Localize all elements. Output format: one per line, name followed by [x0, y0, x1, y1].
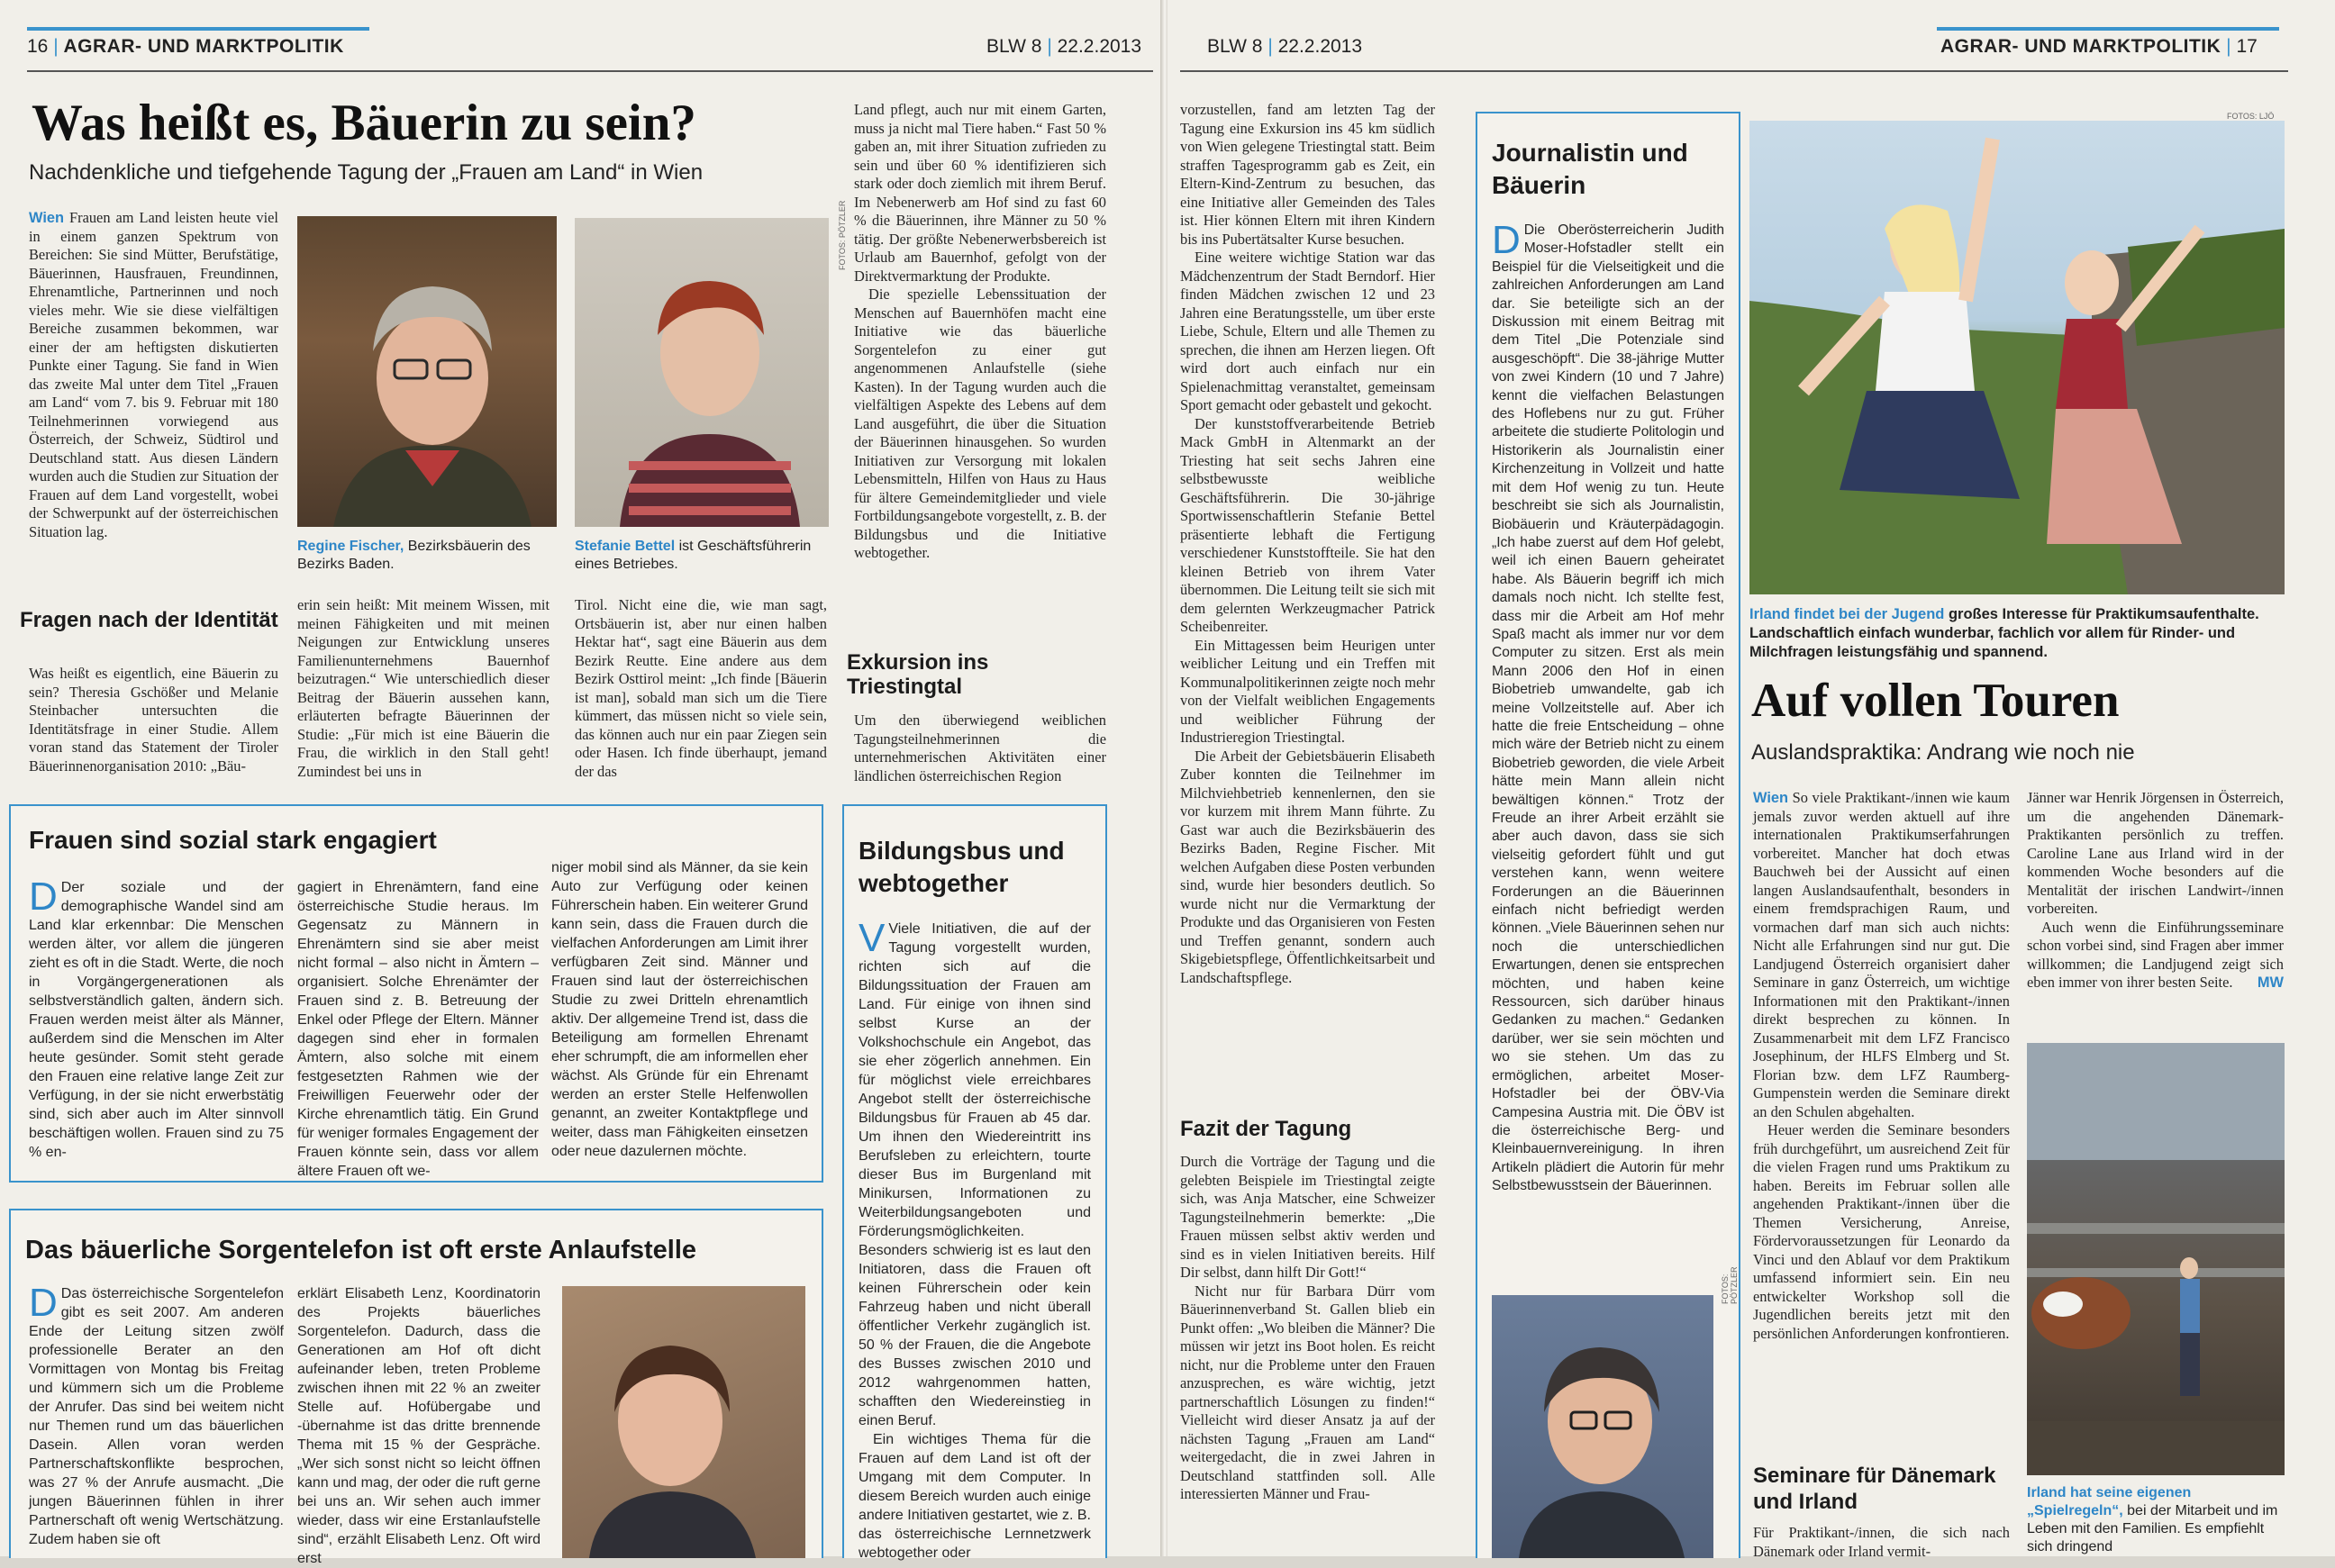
box-column-1 — [29, 875, 284, 1166]
caption-name: Stefanie Bettel — [575, 539, 676, 554]
column-text: Frauen am Land leisten heute viel in einem ganzen Spektrum von Bereichen: Sie sind Mütter, Berufstätige, Bäuerinnen, Hausfrauen, Freundinnen, Ehrenamtliche, Partnerinnen und noch vieles mehr. Wie sie diese vielfältigen Bereiche zusammen bekommen, war einer der am heftigsten diskutierten Punkte einer Tagung. Sie fand in Wien das zweite Mal unter dem Titel „Frauen am Land“ vom 7. bis 9. Februar mit 180 Teilnehmerinnen vorwiegend aus Österreich, der Schweiz, Südtirol und Deutschland statt. Aus diesen Ländern wurden auch die Studien zur Situation der Frauen auf dem Land vorgestellt, wobei der Schwerpunkt auf der österreichischen Situation lag. — [29, 209, 278, 540]
article-column-1 — [29, 209, 278, 598]
article-subtitle-2: Auslandspraktika: Andrang wie noch nie — [1751, 740, 2135, 765]
box-title: Journalistin und Bäuerin — [1492, 139, 1688, 199]
page-number: 16 — [27, 36, 49, 57]
caption-text: großes Interesse für Praktikumsaufenthalte. Landschaftlich einfach wunderbar, fachlich vor allem für Rinder- und Milchfragen leistungsfähig und spannend. — [1749, 606, 2259, 660]
box-text-column — [859, 916, 1091, 1561]
box-text: Das österreichische Sorgentelefon gibt es seit 2007. Am anderen Ende der Leitung sitzen zwölf professionelle Berater an den Vormittagen von Montag bis Freitag und kümmern sich um die Probleme der Anrufer. Das sind bei weitem nicht nur Themen rund um das bäuerlichen Dasein. Allen voran werden Partnerschaftskonflikte besprochen, was 27 % der Anrufe ausmacht. „Die jungen Bäuerinnen fühlen in ihrer Partnerschaft oft wenig Wertschätzung. Zudem haben sie oft — [29, 1286, 284, 1547]
box-text: Die Oberösterreicherin Judith Moser-Hofstadler stellt ein Beispiel für die Vielseitigkeit und die zahlreichen Anforderungen am Land dar. Sie beteiligte sich an der Diskussion mit einem Beitrag mit dem Titel „Die Potenziale sind ausgeschöpft“. Die 38-jährige Mutter von zwei Kindern (10 und 7 Jahre) kennt die vielfachen Belastungen des Hoflebens nur zu gut. Früher arbeitete die studierte Politologin und Historikerin als Journalistin einer Kirchenzeitung in Vollzeit und hatte mit dem Hof wenig zu tun. Heute beschreibt sie sich als Journalistin, Biobäuerin und Kräuterpädagogin. „Ich habe zuerst auf dem Hof gelebt, weil ich einen Bauern geheiratet habe. Als Bäuerin begriff ich mich damals noch nicht. Ich stellte fest, dass mir die Arbeit am Hof mehr Spaß macht als immer nur vor dem Computer zu sitzen. Erst als mein Mann 2006 den Hof in einen Biobetrieb umwandelte, gab ich meine Vollzeitstelle auf. Aber ich hatte die freie Entscheidung – ohne mich wäre der Betrieb nicht zu einem Biobetrieb geworden, die viele Arbeit hätte mein Mann allein nicht bewältigen können.“ Trotz der Freude an ihrer Arbeit erzählt sie aber auch davon, dass sie sich vielseitig gefordert fühlt und gut verstehen kann, wenn weitere Forderungen an die Bäuerinnen einfach nicht befriedigt werden können. „Viele Bäuerinnen sehen nur noch die unterschiedlichen Erwartungen, denen sie entsprechen möchten, und haben keine Ressourcen, sich darüber hinaus Gedanken zu machen.“ Gedanken darüber, wer sie sein möchten und wo sie stehen. Um das zu ermöglichen, arbeitet Moser-Hofstadler bei der ÖBV-Via Campesina Austria mit. Die ÖBV ist die österreichische Berg- und Kleinbauernvereinigung. In ihren Artikeln plädiert die Autorin für mehr Selbstbewusstsein der Bäuerinnen. — [1492, 222, 1724, 1194]
drop-cap: D — [29, 875, 58, 919]
dateline: Wien — [1753, 790, 1789, 806]
photo-caption-2 — [575, 538, 827, 574]
page-number: 17 — [2236, 36, 2258, 57]
column-text: Jänner war Henrik Jörgensen in Österreich, um die angehenden Dänemark-Praktikanten persönlich zu treffen. Caroline Lane aus Irland wird in der kommenden Woche besonders auf die Mentalität der irischen Landwirt-/innen vorbereiten. Auch wenn die Einführungsseminare schon vorbei sind, sind Fragen aber immer willkommen; die Landjugend zeigt sich eben immer von ihrer besten Seite. — [2027, 789, 2284, 991]
column-text: So viele Praktikant-/innen wie kaum jemals zuvor werden aktuell auf ihre internationalen Praktikumserfahrungen vorbereitet. Mancher hat doch etwas Bauchweh bei der Aussicht auf einen langen Auslandsaufenthalt, besonders in einem fremdsprachigen Raum, und vormachen darf man sich auch nichts: Nicht alle Erfahrungen sind nur gut. Die Landjugend Österreich organisiert daher Seminare in ganz Österreich, um wichtige Informationen mit den Praktikant-/innen direkt besprechen zu können. In Zusammenarbeit mit dem LFZ Francisco Josephinum, der HLFS Elmberg und St. Florian bzw. dem LFZ Raumberg-Gumpenstein werden die Seminare direkt an den Schulen abgehalten. Heuer werden die Seminare besonders früh durchgeführt, um ausreichend Zeit für die vielen Fragen rund ums Praktikum zu haben. Bereits im Februar sollen alle angehenden Praktikant-/innen über die Themen Versicherung, Anreise, Fördervoraussetzungen für Leonardo da Vinci und den Ablauf vor dem Praktikum umfassend informiert sein. Ein neu entwickelter Workshop soll die Jugendlichen bereits jetzt mit den persönlichen Anforderungen konfrontieren. — [1753, 789, 2010, 1342]
box-text-column — [1492, 218, 1724, 1198]
issue-number: BLW 8 — [1207, 36, 1263, 57]
box-title: Frauen sind sozial stark engagiert — [29, 826, 437, 854]
info-box-sorgentelefon — [9, 1209, 823, 1566]
caption-text: bei der Mitarbeit und im Leben mit den Familien. Es empfiehlt sich dringend — [2027, 1503, 2278, 1554]
article-column-4b: Um den überwiegend weiblichen Tagungsteilnehmerinnen die unternehmerischen Aktivitäten einer ländlichen österreichischen Region — [854, 711, 1106, 784]
box-column-2: erklärt Elisabeth Lenz, Koordinatorin des Projekts bäuerliches Sorgentelefon. Dadurch, dass die Generationen am Hof oft dicht aufeinander leben, treten Probleme zwischen ihnen mit 22 % an zweiter Stelle auf. Hofübergabe und -übernahme ist das dritte brennende Thema mit 15 % der Gespräche. „Wer sich sonst nicht so leicht öffnen kann und mag, der oder die ruft gerne bei uns an. Wir sehen auch immer wieder, dass wir eine Erstanlaufstelle sind“, erzählt Elisabeth Lenz. Oft wird erst — [297, 1286, 541, 1566]
issue-number: BLW 8 — [986, 36, 1042, 57]
section-heading: Exkursion ins Triestingtal — [847, 650, 989, 699]
article-column-4: Land pflegt, auch nur mit einem Garten, muss ja nicht mal Tiere haben.“ Fast 50 % gaben an, mit ihrer Situation zufrieden zu sein und über 60 % identifizieren sich stark oder doch ziemlich mit ihrem Beruf. Im Nebenerwerb am Hof sind zu fast 60 % die Bäuerinnen, ihre Männer zu 50 % tätig. Der größte Nebenerwerbsbereich ist Urlaub am Bauernhof, gefolgt von der Direktvermarktung der Produkte. Die spezielle Lebenssituation der Menschen auf Bauernhöfen macht eine Initiative wie das bäuerliche Sorgentelefon zu einer gut angenommenen Anlaufstelle (siehe Kasten). In der Tagung wurden auch die vielfältigen Aspekte des Lebens auf dem Land ausgeführt, die über die Situation der Bäuerinnen hinausgehen. So wurden Initiativen zur Versorgung mit lokalen Lebensmitteln, Hilfen von Haus zu Haus für ältere Gemeindemitglieder und viele Fortbildungsangebote vorgestellt, z. B. der Bildungsbus und die Initiative webtogether. — [854, 101, 1106, 561]
landscape-illustration — [1749, 121, 2285, 594]
article-column-1b: Was heißt es eigentlich, eine Bäuerin zu sein? Theresia Gschößer und Melanie Steinbacher untersuchten die Identitätsfrage in einer Studie. Allem voran stand das Statement der Tiroler Bäuerinnenorganisation 2010: „Bäu- — [29, 665, 278, 775]
info-box-bildungsbus — [842, 804, 1107, 1561]
issue-date: 22.2.2013 — [1057, 36, 1142, 57]
box-text: Viele Initiativen, die auf der Tagung vorgestellt wurden, richten sich auf die Bildungssituation der Frauen am Land. Für einige von ihnen sind selbst Kurse an der Volkshochschule ein Angebot, das sie eher zögerlich annehmen. Ein für möglichst viele erreichbares Angebot stellt der österreichische Bildungsbus für Frauen ab 45 dar. Um ihnen den Wiedereintritt ins Berufsleben zu erleichtern, tourte dieser Bus im Burgenland mit Minikursen, Informationen zu Weiterbildungsangeboten und Förderungsmöglichkeiten. Besonders schwierig ist es laut den Initiatoren, dass die Frauen oft keinen Führerschein oder kein Fahrzeug haben und nicht überall öffentlicher Verkehr zugänglich ist. 50 % der Frauen, die die Angebote des Busses zwischen 2010 und 2012 wahrgenommen hatten, schafften den Wiedereinstieg in einen Beruf. Ein wichtiges Thema für die Frauen auf dem Land ist oft der Umgang mit dem Computer. In diesem Bereich wurden auch einige andere Initiativen gestartet, wie z. B. das österreichische Lernnetzwerk webtogether oder — [859, 921, 1091, 1561]
right-page — [1168, 0, 2335, 1560]
header-rule — [27, 70, 1153, 72]
section-heading: Fragen nach der Identität — [20, 608, 278, 632]
box-column-1 — [29, 1281, 284, 1554]
article-column-right-1b: Durch die Vorträge der Tagung und die gelebten Beispiele im Triestingtal zeigte sich, was Anja Matscher, eine Schweizer Tagungsteilnehmerin bemerkte: „Die Frauen müssen selbst aktiv werden und sind es in vielen Initiativen bereits. Hilf Dir selbst, dann hilft Dir Gott!“ Nicht nur für Barbara Dürr vom Bäuerinnenverband St. Gallen blieb ein Punkt offen: „Wo bleiben die Männer? Die müssen wir jetzt ins Boot holen. Es reicht nicht, nur die Probleme unter den Frauen anzusprechen, es wäre wichtig, jetzt partnerschaftlich Lösungen zu finden!“ Vielleicht wird dieser Ansatz ja auf der nächsten Tagung „Frauen am Land“ weitergedacht, die in zwei Jahren in Deutschland stattfinden soll. Alle interessierten Männer und Frau- — [1180, 1153, 1435, 1502]
portrait-illustration — [575, 218, 829, 527]
section-label: AGRAR- UND MARKTPOLITIK — [1940, 36, 2221, 57]
article-column-3: Tirol. Nicht eine die, wie man sagt, Ortsbäuerin ist, aber nur einen halben Hektar hat“, sagt eine Bäuerin aus dem Bezirk Reutte. Eine andere aus dem Bezirk Osttirol meint: „Ich finde [Bäuerin ist man], sobald man sich um die Tiere kümmert, das müssen nicht so viele sein, das können auch nur ein paar Ziegen sein oder Hasen. Ich finde überhaupt, jemand der das — [575, 596, 827, 780]
photo-credit: FOTOS: LJÖ — [2227, 112, 2275, 121]
issue-info: BLW 8 | 22.2.2013 — [986, 36, 1142, 57]
caption-lead: Irland hat seine eigenen „Spielregeln“, — [2027, 1485, 2192, 1518]
article-column-right-1: vorzustellen, fand am letzten Tag der Tagung eine Exkursion ins 45 km südlich von Wien gelegene Triestingtal statt. Beim straffen Tagesprogramm gab es Zeit, ein Eltern-Kind-Zentrum zu besuchen, das eine Initiative aller Gemeinden des Tales ist. Hier können Eltern mit ihren Kindern bis ins Pubertätsalter Kurse besuchen. Eine weitere wichtige Station war das Mädchenzentrum der Stadt Berndorf. Hier finden Mädchen zwischen 12 und 23 Jahren eine Beratungsstelle, um über erste Liebe, Schule, Eltern und alle Themen zu sprechen, die ihnen am Herzen liegen. Oft wird dort auch einfach nur ein Spielenachmittag veranstaltet, gemeinsam Sport gemacht oder gebastelt und gekocht. Der kunststoffverarbeitende Betrieb Mack GmbH in Altenmarkt an der Triesting hat seit sechs Jahren eine selbstbewusste weibliche Geschäftsführerin. Die 30-jährige Sportwissenschaftlerin Stefanie Bettel präsentierte lebhaft die Fertigung verschiedener Kunststoffteile. Sie hat den kleinen Betrieb von ihrem Vater übernommen. Die Leitung teilt sie sich mit dem gelernten Werkzeugmacher Patrick Scheibenreiter. Ein Mittagessen beim Heurigen unter weiblicher Leitung und ein Treffen mit Kommunalpolitikerinnen zeigte noch mehr von der Vielfalt weiblichen Engagements und weiblicher Führung der Industrieregion Triestingtal. Die Arbeit der Gebietsbäuerin Elisabeth Zuber konnten die Teilnehmer im Milchviehbetrieb kennenlernen, den sie vor kurzem mit ihrem Mann führte. Zu Gast war auch die Bezirksbäuerin des Bezirks Baden, Regine Fischer. Mit welchen Aufgaben diese Posten verbunden sind, wurde hier besonders deutlich. So wurde nicht nur die Vermarktung der Produkte und das Organisieren von Festen und Treffen genannt, sondern auch Skigebietspflege, Öffentlichkeitsarbeit und Landschaftspflege. — [1180, 101, 1435, 986]
issue-info: BLW 8 | 22.2.2013 — [1207, 36, 1363, 57]
portrait-illustration — [1492, 1295, 1713, 1558]
photo-credit: FOTOS: PÖTZLER — [838, 200, 847, 270]
article2-column-2 — [2027, 789, 2284, 1012]
caption-name: Regine Fischer, — [297, 539, 404, 554]
drop-cap: D — [29, 1281, 58, 1325]
portrait-illustration — [562, 1286, 805, 1558]
caption-text: ist Geschäftsführerin eines Betriebes. — [575, 539, 812, 572]
section-label: AGRAR- UND MARKTPOLITIK — [63, 36, 344, 57]
page-header-left: 16 | AGRAR- UND MARKTPOLITIK — [27, 36, 344, 57]
box-text: Der soziale und der demographische Wandel sind am Land klar erkennbar: Die Menschen werden älter, vor allem die jüngeren zieht es oft in die Stadt. Werte, die noch in Vorgängergenerationen als selbstverständlich galten, ändern sich. Frauen werden meist älter als Männer, außerdem sind die Menschen im Alter heute gesünder. Somit steht gerade den Frauen eine relative lange Zeit zur Verfügung, in der sie nicht erwerbstätig sind, sich aber auch im Alter sinnvoll beschäftigen wollen. Frauen sind zu 75 % en- — [29, 880, 284, 1160]
article-headline-2: Auf vollen Touren — [1751, 675, 2120, 727]
author-signature: MW — [2257, 974, 2284, 991]
header-accent-line — [27, 27, 369, 31]
box-column-2: gagiert in Ehrenämtern, fand eine österreichische Studie heraus. Im Gegensatz zu Männern in Ehrenämtern sind sie aber meist nicht formal – also nicht in Ämtern – organisiert. Solche Ehrenämter der Frauen sind z. B. Betreuung der Enkel oder Pflege der Eltern. Männer dagegen sind eher in formalen Ämtern, also solche mit einem festgesetzten Rahmen wie der Freiwilligen Feuerwehr oder der Kirche ehrenamtlich tätig. Ein Grund für weniger formales Engagement der Frauen könnte sein, dass vor allem ältere Frauen oft we- — [297, 880, 539, 1179]
issue-date: 22.2.2013 — [1277, 36, 1363, 57]
header-rule — [1180, 70, 2288, 72]
drop-cap: V — [859, 916, 886, 960]
section-heading: Seminare für Dänemark und Irland — [1753, 1464, 1996, 1514]
photo-ireland-barn — [2027, 1043, 2285, 1475]
page-title: Was heißt es, Bäuerin zu sein? — [32, 95, 696, 151]
photo-stefanie-bettel — [575, 218, 829, 527]
big-photo-caption — [1749, 605, 2285, 662]
portrait-illustration — [297, 216, 557, 527]
info-box-ehrenamt — [9, 804, 823, 1183]
article-column-2: erin sein heißt: Mit meinem Wissen, mit meinen Fähigkeiten und mit meinen Neigungen zur Entwicklung unseres Familienunternehmens Bauernhof beizutragen.“ Wie unterschiedlich dieser Beitrag der Bäuerin aussehen kann, erläuterten befragte Bäuerinnen der Studie: „Für mich ist eine Bäuerin die Frau, die wirklich in den Stall geht! Zumindest bei uns in — [297, 596, 550, 780]
info-box-journalistin — [1476, 112, 1740, 1558]
photo-elisabeth-lenz — [562, 1286, 805, 1558]
drop-cap: D — [1492, 218, 1521, 262]
header-accent-line — [1937, 27, 2279, 31]
small-photo-caption — [2027, 1484, 2285, 1556]
box-title: Bildungsbus und webtogether — [859, 837, 1065, 897]
photo-judith-moser-hofstadler — [1492, 1295, 1713, 1558]
article2-column-1 — [1753, 789, 2010, 1439]
dateline: Wien — [29, 210, 65, 226]
box-title: Das bäuerliche Sorgentelefon ist oft erste Anlaufstelle — [25, 1236, 697, 1264]
article2-column-1b: Für Praktikant-/innen, die sich nach Dänemark oder Irland vermit- — [1753, 1524, 2010, 1560]
box-column-3: niger mobil sind als Männer, da sie kein Auto zur Verfügung oder keinen Führerschein haben. Ein weiterer Grund kann sein, dass die Frauen durch die vielfachen Anforderungen am Limit ihrer verfügbaren Zeit sind. Männer und Frauen sind laut der österreichischen Studie zu zwei Dritteln ehrenamtlich aktiv. Der allgemeine Trend ist, dass die Beteiligung am formellen Ehrenamt eher schrumpft, die am informellen eher wächst. Als Gründe für ein Ehrenamt werden an erster Stelle Helfenwollen genannt, an zweiter Kontaktpflege und weiter, dass man Fähigkeiten einsetzen oder neue dazulernen möchte. — [551, 860, 808, 1159]
caption-text: Bezirksbäuerin des Bezirks Baden. — [297, 539, 531, 572]
barn-illustration — [2027, 1043, 2285, 1475]
page-subtitle: Nachdenkliche und tiefgehende Tagung der „Frauen am Land“ in Wien — [29, 160, 704, 185]
photo-ireland-jumping — [1749, 121, 2285, 594]
left-page — [0, 0, 1162, 1566]
photo-caption-1 — [297, 538, 554, 574]
section-heading: Fazit der Tagung — [1180, 1117, 1352, 1141]
page-header-right: AGRAR- UND MARKTPOLITIK | 17 — [1940, 36, 2258, 57]
photo-credit: FOTOS: PÖTZLER — [1721, 1266, 1739, 1304]
caption-lead: Irland findet bei der Jugend — [1749, 606, 1945, 622]
photo-regine-fischer — [297, 216, 557, 527]
